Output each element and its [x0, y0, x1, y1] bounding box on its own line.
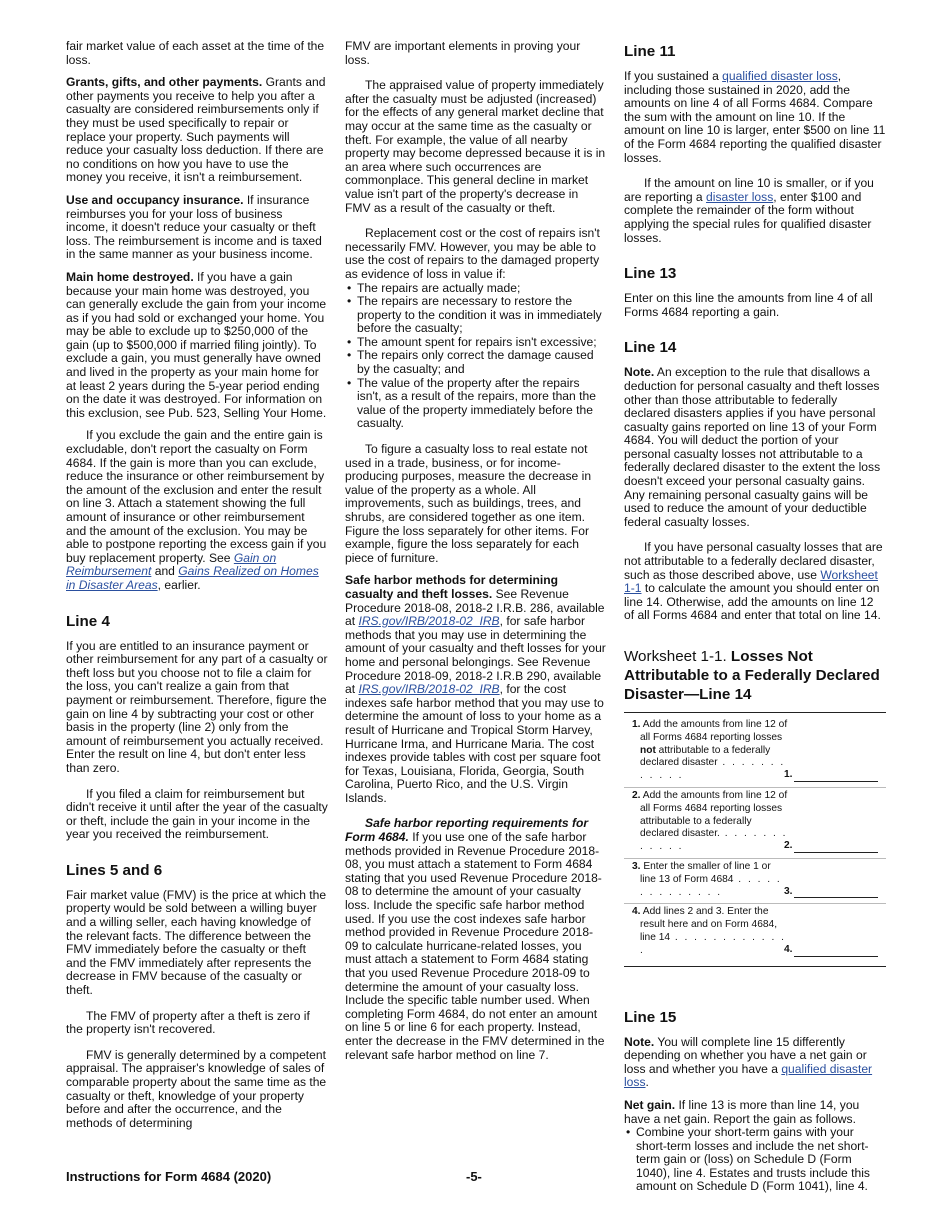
note-text: . — [645, 1075, 649, 1090]
heading-line-4: Line 4 — [66, 612, 110, 630]
note-label: Note. — [624, 1034, 655, 1049]
column-3 — [624, 40, 886, 1203]
worksheet-row-4 — [624, 904, 886, 961]
list-item: • The amount spent for repairs isn't excessive; — [345, 336, 606, 350]
list-item: • Combine your short-term gains with your short-term losses and include the net short-term gain or (loss) on Schedule D (Form 1040), line 4. Estates and trusts include this amount on Schedule D (Form 1041), line 4. — [624, 1126, 886, 1194]
worksheet-entry-line-4[interactable] — [784, 944, 880, 957]
worksheet-entry-line-1[interactable] — [784, 769, 880, 782]
entry-label: 2. — [784, 840, 793, 852]
note-text: An exception to the rule that disallows a deduction for personal casualty and theft losses other than those attributable to federally declared disasters applies if you have personal casualty gains reported on line 13 of your Form 4684. You will deduct the portion of your personal casualty losses not attributable to a federally declared disaster to the extent the loss doesn't exceed your personal casualty gains. Any remaining personal casualty gains will be used to reduce the amount of your deductible federal casualty losses. — [624, 365, 881, 529]
paragraph: Replacement cost or the cost of repairs isn't necessarily FMV. However, you may be able to use the cost of repairs to the damaged property as evidence of loss in value if: — [345, 226, 600, 281]
row-leader-dots: . . . . . . . . . . . . — [640, 828, 788, 853]
net-gain-bullet-list — [624, 1126, 886, 1194]
line-11-text: , enter $100 and complete the remainder of the form without applying the special rules for qualified disaster losses. — [624, 189, 872, 245]
paragraph-line-15-note — [624, 1036, 886, 1090]
worksheet-row-text — [632, 790, 788, 854]
row-text: Add lines 2 and 3. Enter the result here and on Form 4684, line 14 — [640, 906, 778, 943]
heading-line-14: Line 14 — [624, 339, 677, 357]
row-text: Enter the smaller of line 1 or line 13 of Form 4684 — [640, 860, 771, 885]
net-gain-text: If line 13 is more than line 14, you have a net gain. Report the gain as follows. — [624, 1097, 860, 1126]
paragraph-line-14-note — [624, 366, 886, 529]
line-14-text: If you have personal casualty losses that are not attributable to a federally declared disaster, such as those described above, use — [624, 540, 883, 582]
paragraph-line-11 — [624, 70, 886, 165]
gain-on-reimbursement-link[interactable]: Gain on Reimbursement — [66, 550, 277, 579]
paragraph: FMV is generally determined by a competent appraisal. The appraiser's knowledge of sales of comparable property about the same time as the casualty or theft, knowledge of your property before and after the occurrence, and the methods of determining — [66, 1047, 327, 1130]
list-item: • The repairs only correct the damage caused by the casualty; and — [345, 349, 606, 376]
paragraph-grants — [66, 76, 328, 185]
row-leader-dots: . . . . . . . . . . . . — [640, 757, 786, 782]
qualified-disaster-loss-link[interactable]: qualified disaster loss — [624, 1061, 873, 1090]
footer-form-title: Instructions for Form 4684 (2020) — [66, 1169, 272, 1184]
note-text: You will complete line 15 differently depending on whether you have a net gain or loss and whether you have a — [624, 1034, 867, 1076]
worksheet-table — [624, 712, 886, 967]
row-text: Add the amounts from line 12 of all Forms 4684 reporting losses — [640, 719, 788, 743]
exclude-text: If you exclude the gain and the entire gain is excludable, don't report the casualty on Form 4684. If the gain is more than you can exclude, reduce the insurance or other reimbursement by the amount of the exclusion and enter the result on line 3. Attach a statement showing the full amount of insurance or other reimbursement and the amount of the exclusion. You may be able to postpone reporting the excess gain if you buy replacement property. See — [66, 428, 327, 565]
use-occupancy-text: If insurance reimburses you for your loss of business income, it doesn't reduce your casualty or theft loss. The reimbursement is income and is taxed in the same manner as your business income. — [66, 192, 322, 262]
paragraph: The FMV of property after a theft is zero if the property isn't recovered. — [66, 1008, 310, 1037]
paragraph: If you filed a claim for reimbursement but didn't receive it until after the year of the casualty or theft, include the gain in your income in the year you received the reimbursement. — [66, 786, 328, 842]
and-text: and — [151, 564, 179, 579]
qualified-disaster-loss-link[interactable]: qualified disaster loss — [722, 69, 838, 83]
row-leader-dots: . . . . . . . . . . . . . — [640, 931, 786, 956]
entry-label: 1. — [784, 769, 793, 781]
paragraph-main-home — [66, 271, 328, 421]
line-11-text: , including those sustained in 2020, add the amounts on line 4 of all Forms 4684. Compare the sum with the amount on line 10. If the amount on line 10 is larger, enter $500 on line 11 of the Form 4684 reporting the qualified disaster losses. — [624, 69, 886, 165]
row-leader-dots: . . . . . . . . . . . . . . — [640, 873, 782, 898]
safe-harbor-text: , for safe harbor methods that you may use in determining the amount of your casualty and theft losses for your home and personal belongings. See Revenue Procedure 2018-09, 2018-2 I.R.B 290, available at — [345, 614, 606, 697]
worksheet-row-1 — [624, 717, 886, 788]
safe-harbor-heading: Safe harbor methods for determining casualty and theft losses. — [345, 573, 559, 601]
worksheet-row-text — [632, 861, 788, 899]
net-gain-heading: Net gain. — [624, 1097, 676, 1112]
paragraph: FMV are important elements in proving your loss. — [345, 39, 581, 67]
paragraph-net-gain — [624, 1099, 886, 1126]
line-14-text: to calculate the amount you should enter on line 14. Otherwise, add the amounts on line 12 of all Forms 4684 and enter that total on line 14. — [624, 581, 881, 623]
paragraph-safe-harbor-methods — [345, 574, 606, 805]
row-text: Add the amounts from line 12 of all Forms 4684 reporting losses attributable to a federally declared disaster. — [640, 789, 788, 840]
main-home-heading: Main home destroyed. — [66, 269, 194, 284]
irs-irb-link[interactable]: IRS.gov/IRB/2018-02_IRB — [358, 682, 500, 697]
safe-harbor-text: , for the cost indexes safe harbor method that you may use to determine the amount of loss to your home as a result of Hurricane and Tropical Storm Harvey, Hurricane Irma, and Hurricane Maria. The cost indexes provide tables with cost per square foot for Texas, Louisiana, Florida, Georgia, South Carolina, Puerto Rico, and the U.S. Virgin Islands. — [345, 682, 604, 805]
page-number: -5- — [466, 1169, 482, 1184]
line-11-text: If the amount on line 10 is smaller, or if you are reporting a — [624, 176, 874, 204]
line-11-text: If you sustained a — [624, 69, 723, 83]
worksheet-row-2 — [624, 788, 886, 859]
paragraph-line-11-smaller — [624, 177, 886, 245]
repairs-bullet-list — [345, 282, 606, 432]
worksheet-row-3 — [624, 859, 886, 904]
grants-text: Grants and other payments you receive to help you after a casualty are considered reimbursements only if they must be used specifically to repair or replace your property. Such payments will reduce your casualty loss deduction. If there are no conditions on how you have to use the money you receive, it isn't a reimbursement. — [66, 75, 326, 185]
list-item: • The repairs are necessary to restore the property to the condition it was in immediately before the casualty; — [345, 295, 606, 336]
note-label: Note. — [624, 365, 655, 380]
paragraph-exclude-gain — [66, 429, 328, 592]
row-emphasis: not — [640, 744, 656, 756]
paragraph-safe-harbor-reporting — [345, 817, 606, 1062]
list-item: • The repairs are actually made; — [345, 282, 606, 296]
heading-lines-5-and-6: Lines 5 and 6 — [66, 861, 163, 879]
heading-line-11: Line 11 — [624, 43, 676, 60]
use-occupancy-heading: Use and occupancy insurance. — [66, 192, 244, 207]
worksheet-title-text: Losses Not Attributable to a Federally Declared Disaster—Line 14 — [624, 648, 880, 703]
column-2 — [345, 40, 606, 1071]
paragraph: Enter on this line the amounts from line 4 of all Forms 4684 reporting a gain. — [624, 291, 873, 319]
grants-heading: Grants, gifts, and other payments. — [66, 75, 263, 90]
heading-line-15: Line 15 — [624, 1008, 677, 1026]
row-number: 1. — [632, 719, 641, 730]
worksheet-entry-line-3[interactable] — [784, 886, 880, 899]
paragraph-line-14-worksheet — [624, 541, 886, 623]
list-item: • The value of the property after the repairs isn't, as a result of the repairs, more than the value of the property immediately before the casualty. — [345, 377, 606, 431]
column-1 — [66, 40, 328, 1139]
paragraph: If you are entitled to an insurance payment or other reimbursement for any part of a casualty or theft loss but you choose not to file a claim for the loss, you can't realize a gain from that payment or reimbursement. Therefore, figure the gain on line 4 by subtracting your cost or other basis in the property (line 2) only from the amount of reimbursement you actually received. Enter the result on line 4, but don't enter less than zero. — [66, 638, 328, 775]
row-number: 3. — [632, 860, 641, 872]
row-number: 2. — [632, 789, 641, 801]
worksheet-row-text — [632, 719, 788, 783]
earlier-text: , earlier. — [157, 577, 201, 592]
worksheet-1-1-link[interactable]: Worksheet 1-1 — [624, 567, 878, 596]
worksheet-row-text — [632, 906, 788, 957]
safe-harbor-text: See Revenue Procedure 2018-08, 2018-2 I.R.B. 286, available at — [345, 586, 605, 629]
worksheet-title — [624, 647, 886, 704]
worksheet-prefix: Worksheet 1-1. — [624, 648, 731, 665]
entry-label: 3. — [784, 885, 793, 897]
row-text: attributable to a federally declared disaster — [640, 744, 771, 769]
paragraph: The appraised value of property immediately after the casualty must be adjusted (increased) for the effects of any general market decline that may occur at the same time as the casualty or theft. For example, the value of all nearby property may become depressed because it is in an area where such occurrences are commonplace. This general decline in market value isn't part of the property's decrease in FMV as a result of the casualty or theft. — [345, 78, 606, 215]
paragraph-use-occupancy — [66, 194, 328, 262]
worksheet-entry-line-2[interactable] — [784, 840, 880, 853]
paragraph: To figure a casualty loss to real estate not used in a trade, business, or for income-producing purposes, measure the decrease in value of the property as a whole. All improvements, such as buildings, trees, and shrubs, are considered together as one item. Figure the loss separately for other items. For example, figure the loss separately for each piece of furniture. — [345, 442, 592, 565]
irs-irb-link[interactable]: IRS.gov/IRB/2018-02_IRB — [358, 614, 500, 629]
safe-harbor-reporting-heading: Safe harbor reporting requirements for Form 4684. — [345, 816, 589, 845]
main-home-text: If you have a gain because your main home was destroyed, you can generally exclude the gain from your income as if you had sold or exchanged your home. You may be able to exclude up to $250,000 of the gain (up to $500,000 if married filing jointly). To exclude a gain, you must generally have owned and lived in the property as your main home for at least 2 years during the 5-year period ending on the date it was destroyed. For information on this exclusion, see Pub. 523, Selling Your Home. — [66, 269, 327, 420]
entry-label: 4. — [784, 943, 793, 955]
gains-realized-homes-link[interactable]: Gains Realized on Homes in Disaster Areas — [66, 564, 319, 592]
heading-line-13: Line 13 — [624, 265, 677, 283]
disaster-loss-link[interactable]: disaster loss — [706, 189, 774, 204]
paragraph: Fair market value (FMV) is the price at which the property would be sold between a willing buyer and a willing seller, each having knowledge of the relevant facts. The difference between the FMV immediately before the casualty or theft and the FMV immediately after represents the decrease in FMV because of the casualty or theft. — [66, 887, 327, 998]
safe-harbor-reporting-text: If you use one of the safe harbor methods provided in Revenue Procedure 2018-08, you must attach a statement to Form 4684 stating that you used Revenue Procedure 2018-08 to determine the amount of your casualty loss. Include the specific safe harbor method used. If you use the cost indexes safe harbor method provided in Revenue Procedure 2018-09 to calculate hurricane-related losses, you must attach a statement to Form 4684 stating that you used Revenue Procedure 2018-09 to determine the amount of your casualty loss. Include the specific table number used. When completing Form 4684, do not enter an amount on line 5 or line 6 for each property. Instead, enter the decrease in the FMV determined in the relevant safe harbor method on line 7. — [345, 830, 605, 1062]
row-number: 4. — [632, 906, 641, 918]
paragraph: fair market value of each asset at the time of the loss. — [66, 39, 325, 67]
